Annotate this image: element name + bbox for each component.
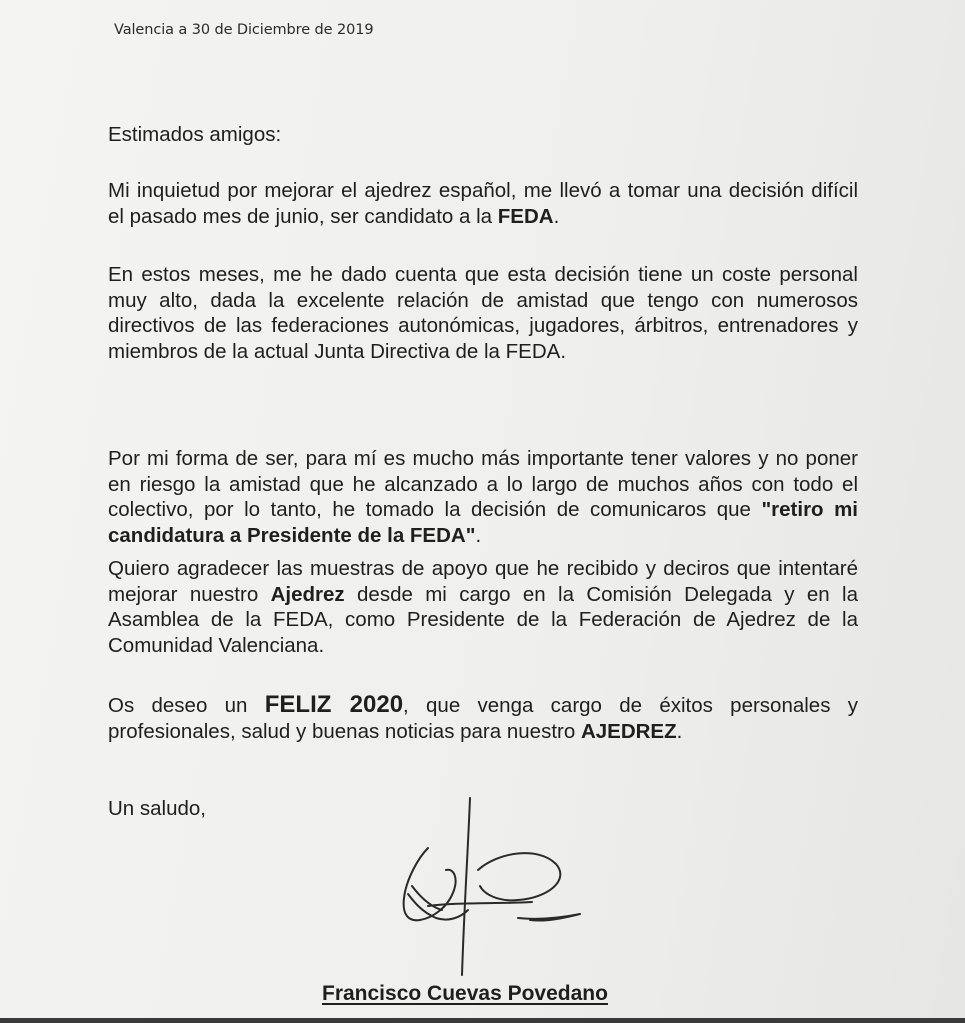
signer-name: Francisco Cuevas Povedano	[322, 982, 608, 1005]
page-bottom-edge	[0, 1018, 965, 1023]
paragraph-cost: En estos meses, me he dado cuenta que esta decisión tiene un coste personal muy alto, dada la excelente relación de amistad que tengo con numerosos directivos de las federaciones autonómicas, jugadores, árbitros, entrenadores y miembros de la actual Junta Directiva de la FEDA.	[108, 263, 858, 363]
letter-date: Valencia a 30 de Diciembre de 2019	[114, 22, 374, 38]
p1-bold-feda: FEDA	[497, 204, 554, 228]
p1-text-1: Mi inquietud por mejorar el ajedrez español, me llevó a tomar una decisión difícil el pasado mes de junio, ser candidato a la	[108, 179, 858, 228]
paragraph-candidacy	[108, 178, 858, 229]
p1-text-2: .	[553, 204, 560, 228]
p3-text-1: Por mi forma de ser, para mí es mucho más importante tener valores y no poner en riesgo la amistad que he alcanzado a lo largo de muchos años con todo el colectivo, por lo tanto, he tomado la decisión de comunicaros que	[108, 447, 858, 521]
p5-text-3: .	[676, 719, 683, 743]
salutation: Estimados amigos:	[108, 123, 282, 146]
paragraph-wishes	[108, 692, 858, 744]
paragraph-withdrawal	[108, 446, 858, 548]
p3-text-2: .	[475, 523, 482, 547]
p4-text-2: desde mi cargo en la Comisión Delegada y en la Asamblea de la FEDA, como Presidente de la Federación de Ajedrez de la Comunidad Valenciana.	[108, 582, 858, 657]
closing: Un saludo,	[108, 797, 207, 820]
p4-bold-ajedrez: Ajedrez	[270, 582, 345, 606]
p3-bold-withdrawal: "retiro mi candidatura a Presidente de la FEDA"	[108, 498, 859, 547]
p5-text-2: , que venga cargo de éxitos personales y profesionales, salud y buenas noticias para nuestro	[108, 694, 858, 743]
paragraph-thanks	[108, 556, 858, 658]
p5-text-1: Os deseo un	[108, 694, 265, 717]
p5-bold-feliz-2020: FELIZ 2020	[264, 691, 404, 718]
signature-image	[388, 790, 598, 980]
p4-text-1: Quiero agradecer las muestras de apoyo que he recibido y deciros que intentaré mejorar nuestro	[108, 557, 858, 606]
p5-bold-ajedrez: AJEDREZ	[580, 719, 677, 743]
